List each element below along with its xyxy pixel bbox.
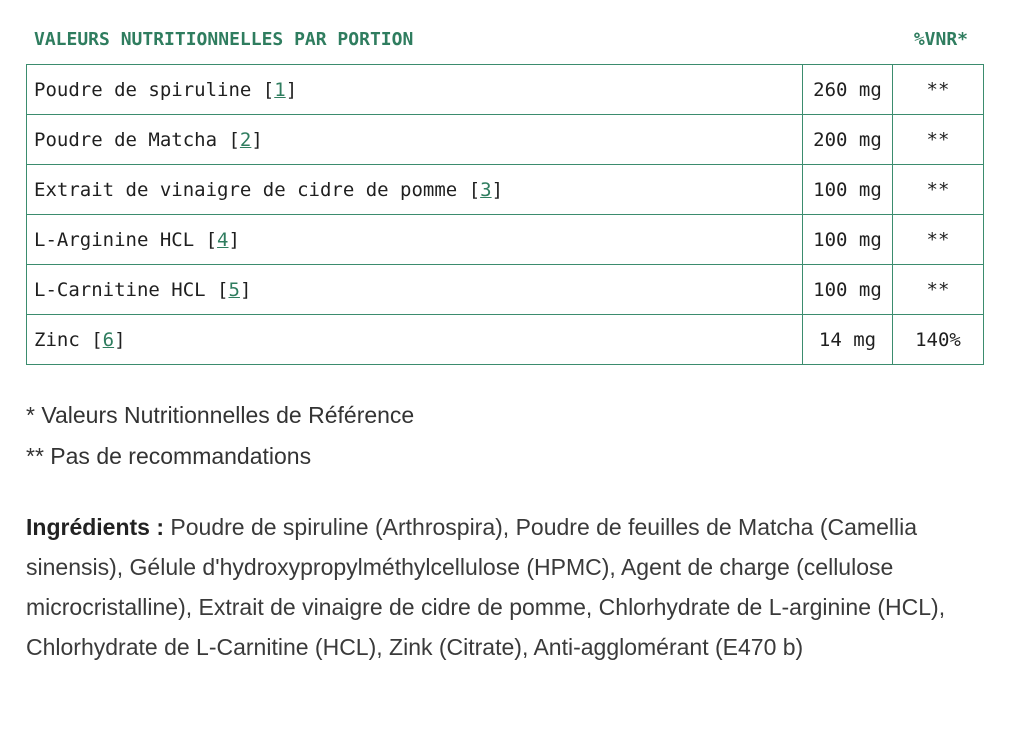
footnote-link[interactable]: 2 xyxy=(239,128,252,151)
amount-cell: 14 mg xyxy=(803,315,893,365)
no-recommendation-footnote: ** Pas de recommandations xyxy=(26,443,312,469)
table-title: VALEURS NUTRITIONNELLES PAR PORTION xyxy=(34,29,414,50)
nutrient-name-cell: Extrait de vinaigre de cidre de pomme [3] xyxy=(27,165,803,215)
nutrient-name: L-Arginine HCL xyxy=(34,228,195,251)
nutrient-name: Extrait de vinaigre de cidre de pomme xyxy=(34,178,458,201)
table-row xyxy=(27,165,984,215)
table-row xyxy=(27,65,984,115)
nutrient-name-cell: Zinc [6] xyxy=(27,315,803,365)
nutrient-name: Zinc xyxy=(34,328,80,351)
ingredients-label: Ingrédients : xyxy=(26,514,165,540)
nutrition-section xyxy=(26,0,984,667)
amount-cell: 200 mg xyxy=(803,115,893,165)
amount-cell: 100 mg xyxy=(803,215,893,265)
footnote-link[interactable]: 3 xyxy=(480,178,492,201)
amount-cell: 100 mg xyxy=(803,165,893,215)
nutrient-name: L-Carnitine HCL xyxy=(34,278,206,301)
vnr-cell: 140% xyxy=(893,315,984,365)
nutrient-name: Poudre de spiruline xyxy=(34,78,252,101)
nutrient-name-cell: L-Carnitine HCL [5] xyxy=(27,265,803,315)
footnote-link[interactable]: 1 xyxy=(274,78,286,101)
nutrition-table xyxy=(26,64,984,365)
amount-cell: 100 mg xyxy=(803,265,893,315)
table-row xyxy=(27,265,984,315)
vnr-cell: ** xyxy=(893,65,984,115)
footnote-link[interactable]: 4 xyxy=(217,228,229,251)
footnote-link[interactable]: 5 xyxy=(228,278,240,301)
table-row xyxy=(27,315,984,365)
nutrient-name-cell: Poudre de spiruline [1] xyxy=(27,65,803,115)
vnr-cell: ** xyxy=(893,115,984,165)
footnote-link[interactable]: 6 xyxy=(102,328,115,351)
table-row xyxy=(27,115,984,165)
amount-cell: 260 mg xyxy=(803,65,893,115)
nutrient-name-cell: L-Arginine HCL [4] xyxy=(27,215,803,265)
ingredients-text: Poudre de spiruline (Arthrospira), Poudre de feuilles de Matcha (Camellia sinensis), Gélule d'hydroxypropylméthylcellulose (HPMC), Agent de charge (cellulose microcristalline), Extrait de vinaigre de cidre de pomme, Chlorhydrate de L-arginine (HCL), Chlorhydrate de L-Carnitine (HCL), Zink (Citrate), Anti-agglomérant (E470 b) xyxy=(26,514,946,660)
table-row xyxy=(27,215,984,265)
vnr-column-label: %VNR* xyxy=(913,29,968,50)
table-header xyxy=(26,0,984,64)
footnotes xyxy=(26,395,984,477)
ingredients-paragraph xyxy=(26,507,976,667)
vnr-cell: ** xyxy=(893,265,984,315)
vnr-cell: ** xyxy=(893,215,984,265)
vnr-footnote: * Valeurs Nutritionnelles de Référence xyxy=(26,402,415,428)
nutrient-name-cell: Poudre de Matcha [2] xyxy=(27,115,803,165)
nutrient-name: Poudre de Matcha xyxy=(34,128,218,151)
vnr-cell: ** xyxy=(893,165,984,215)
